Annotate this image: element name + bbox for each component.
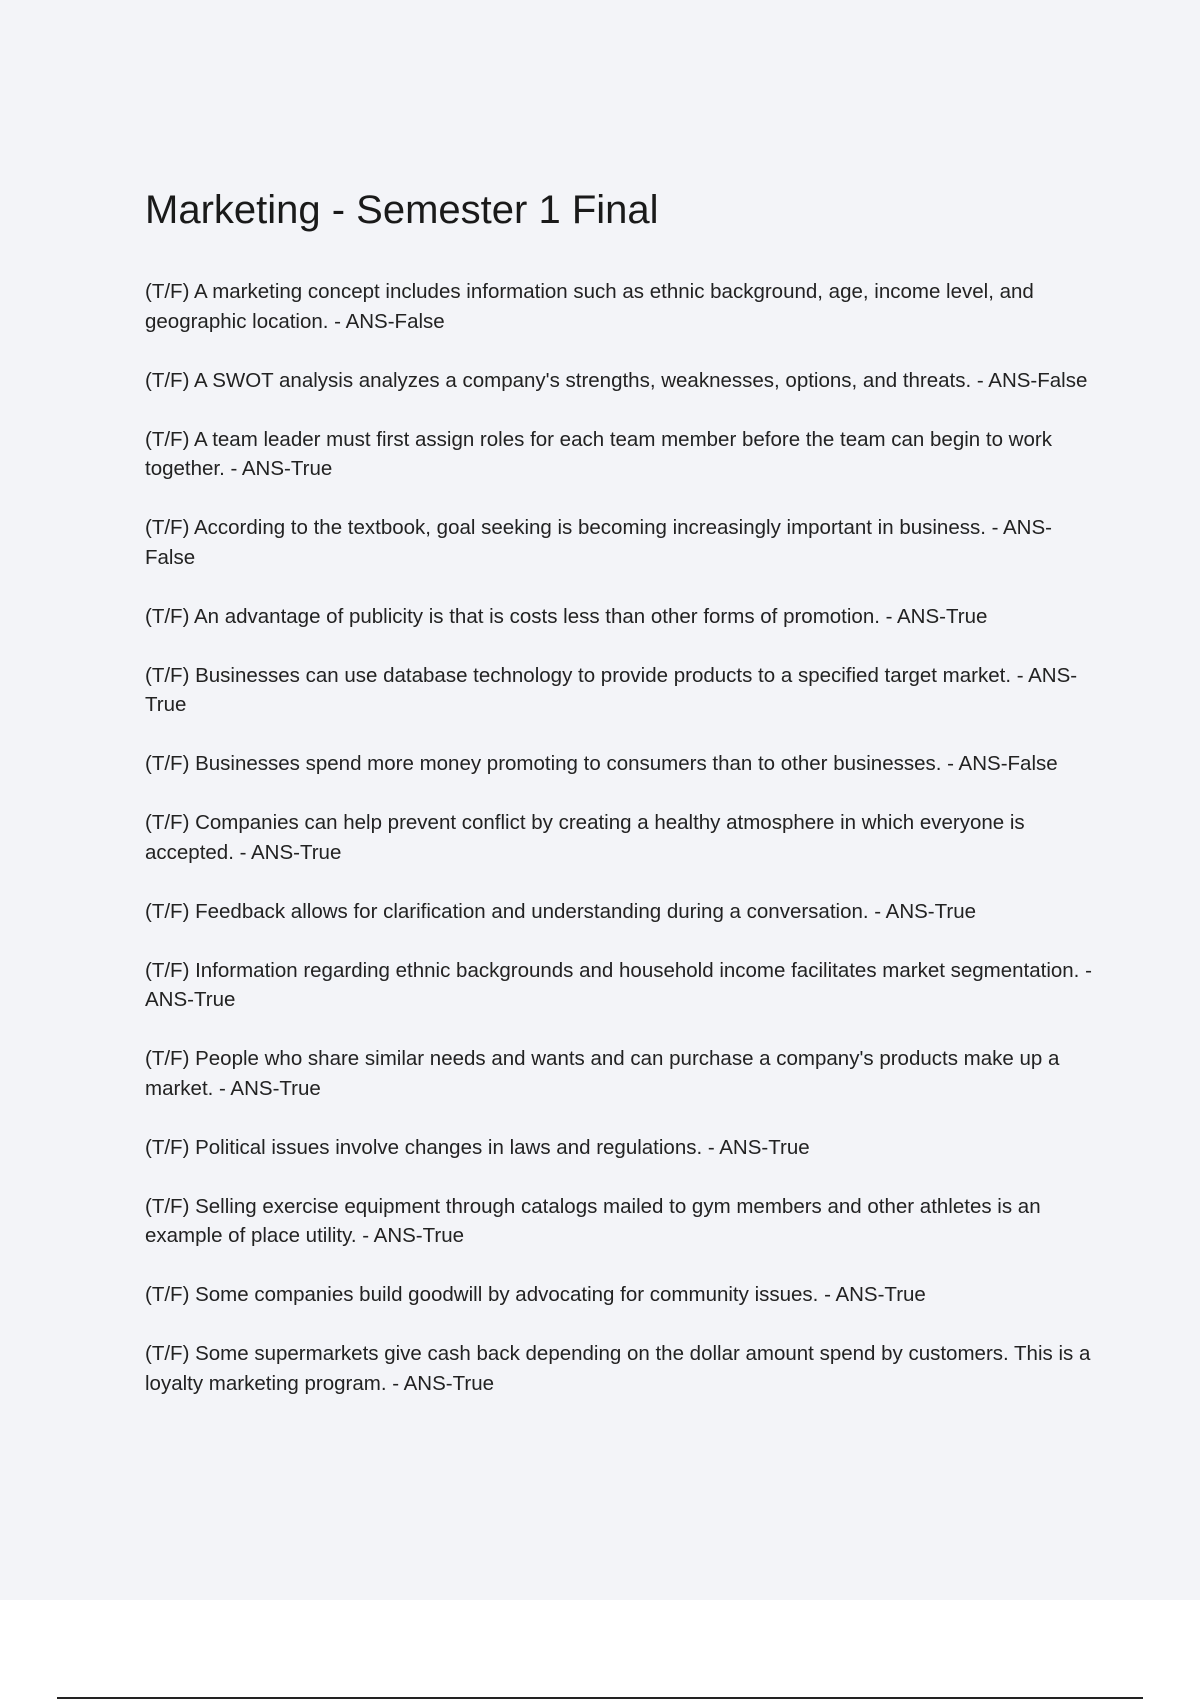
question-item: (T/F) Some supermarkets give cash back depending on the dollar amount spend by customers. This is a loyalty marketing program. - ANS-True: [145, 1342, 1091, 1395]
question-item: (T/F) Political issues involve changes in laws and regulations. - ANS-True: [145, 1135, 810, 1159]
question-item: (T/F) A team leader must first assign roles for each team member before the team can begin to work together. - ANS-True: [145, 427, 1052, 480]
question-item: (T/F) Businesses can use database technology to provide products to a specified target market. - ANS-True: [145, 663, 1078, 716]
question-item: (T/F) An advantage of publicity is that is costs less than other forms of promotion. - ANS-True: [145, 604, 988, 628]
question-item: (T/F) A marketing concept includes information such as ethnic background, age, income level, and geographic location. - ANS-False: [145, 280, 1034, 333]
question-item: (T/F) Information regarding ethnic backgrounds and household income facilitates market segmentation. - ANS-True: [145, 958, 1092, 1011]
page-bottom-divider: [57, 1697, 1143, 1699]
question-item: (T/F) A SWOT analysis analyzes a company's strengths, weaknesses, options, and threats. - ANS-False: [145, 368, 1088, 392]
question-item: (T/F) Feedback allows for clarification and understanding during a conversation. - ANS-True: [145, 899, 977, 923]
question-item: (T/F) People who share similar needs and wants and can purchase a company's products make up a market. - ANS-True: [145, 1047, 1060, 1100]
question-item: (T/F) Some companies build goodwill by advocating for community issues. - ANS-True: [145, 1283, 926, 1306]
question-item: (T/F) Selling exercise equipment through catalogs mailed to gym members and other athletes is an example of place utility. - ANS-True: [145, 1194, 1041, 1247]
question-item: (T/F) Companies can help prevent conflict by creating a healthy atmosphere in which everyone is accepted. - ANS-True: [145, 811, 1025, 864]
question-list: [145, 277, 1095, 1398]
question-item: (T/F) According to the textbook, goal seeking is becoming increasingly important in business. - ANS-False: [145, 516, 1052, 569]
question-item: (T/F) Businesses spend more money promoting to consumers than to other businesses. - ANS-False: [145, 752, 1058, 775]
document-content: [145, 182, 1095, 1428]
document-title: Marketing - Semester 1 Final: [145, 188, 659, 232]
